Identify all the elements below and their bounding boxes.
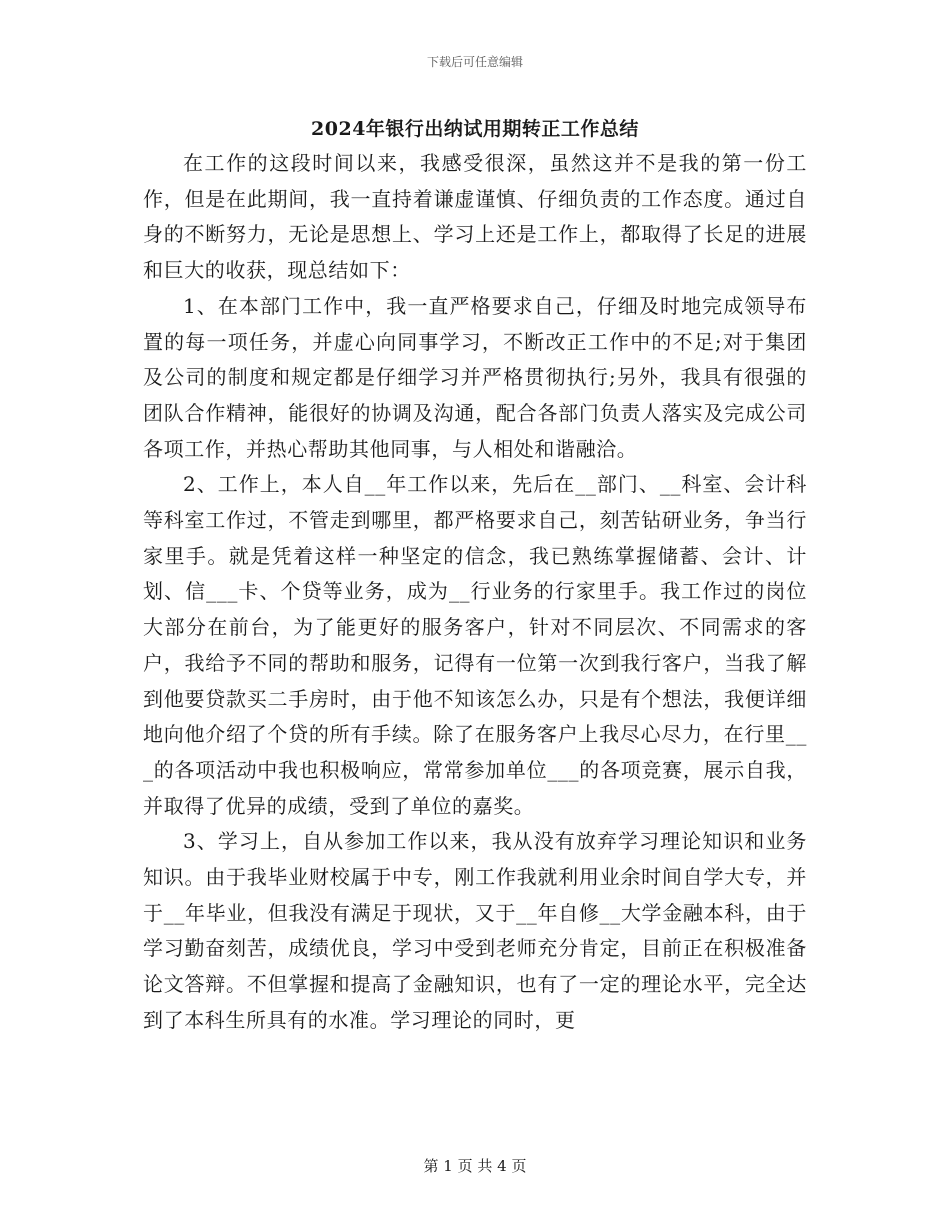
paragraph-point-1: 1、在本部门工作中，我一直严格要求自己，仔细及时地完成领导布置的每一项任务，并虚心向同事学习，不断改正工作中的不足;对于集团及公司的制度和规定都是仔细学习并严格贯彻执行;另外，我具有很强的团队合作精神，能很好的协调及沟通，配合各部门负责人落实及完成公司各项工作，并热心帮助其他同事，与人相处和谐融洽。 bbox=[143, 293, 807, 461]
paragraph-intro: 在工作的这段时间以来，我感受很深，虽然这并不是我的第一份工作，但是在此期间，我一直持着谦虚谨慎、仔细负责的工作态度。通过自身的不断努力，无论是思想上、学习上还是工作上，都取得了长足的进展和巨大的收获，现总结如下： bbox=[143, 151, 807, 283]
paragraph-point-3: 3、学习上，自从参加工作以来，我从没有放弃学习理论知识和业务知识。由于我毕业财校属于中专，刚工作我就利用业余时间自学大专，并于__年毕业，但我没有满足于现状，又于__年自修__大学金融本科，由于学习勤奋刻苦，成绩优良，学习中受到老师充分肯定，目前正在积极准备论文答辩。不但掌握和提高了金融知识，也有了一定的理论水平，完全达到了本科生所具有的水准。学习理论的同时，更 bbox=[143, 829, 807, 1032]
document-title: 2024年银行出纳试用期转正工作总结 bbox=[311, 118, 639, 140]
paragraph-point-2: 2、工作上，本人自__年工作以来，先后在__部门、__科室、会计科等科室工作过，不管走到哪里，都严格要求自己，刻苦钻研业务，争当行家里手。就是凭着这样一种坚定的信念，我已熟练掌握储蓄、会计、计划、信___卡、个贷等业务，成为__行业务的行家里手。我工作过的岗位大部分在前台，为了能更好的服务客户，针对不同层次、不同需求的客户，我给予不同的帮助和服务，记得有一位第一次到我行客户，当我了解到他要贷款买二手房时，由于他不知该怎么办，只是有个想法，我便详细地向他介绍了个贷的所有手续。除了在服务客户上我尽心尽力，在行里___的各项活动中我也积极响应，常常参加单位___的各项竞赛，展示自我，并取得了优异的成绩，受到了单位的嘉奖。 bbox=[143, 472, 807, 818]
document-body bbox=[143, 146, 807, 1039]
page-header-note: 下载后可任意编辑 bbox=[426, 55, 523, 69]
page-number: 第 1 页 共 4 页 bbox=[423, 1157, 527, 1175]
